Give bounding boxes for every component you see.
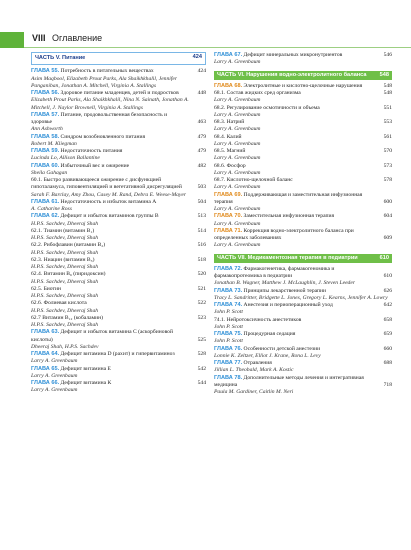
entry-title: Коррекция водно-электролитного баланса при определенных заболеваниях (214, 227, 354, 241)
entry-title: 68.1. Состав жидких сред организма (214, 90, 301, 96)
entry-authors: A. Catharine Ross (31, 206, 72, 212)
chapter-number: ГЛАВА 74. (214, 302, 243, 308)
entry-authors: Larry A. Greenbaum (31, 372, 78, 379)
entry-line (31, 213, 206, 220)
chapter-number: ГЛАВА 69. (214, 191, 243, 198)
chapter-number: ГЛАВА 56. (31, 90, 60, 96)
toc-chapter-entry[interactable] (31, 366, 206, 373)
toc-subentry[interactable] (214, 119, 392, 126)
entry-line (214, 360, 392, 367)
entry-authors: Larry A. Greenbaum (214, 169, 261, 176)
chapter-number: ГЛАВА 78. (214, 374, 243, 381)
toc-subentry[interactable] (31, 177, 206, 192)
entry-page: 548 (383, 82, 392, 89)
entry-page: 561 (383, 133, 392, 140)
page-number: VIII (32, 33, 46, 43)
entry-authors: Jonathan B. Wagner, Matthew J. McLaughlin, J. Steven Leeder (214, 280, 356, 287)
toc-chapter-entry[interactable] (31, 148, 206, 155)
entry-page: 718 (383, 381, 392, 388)
entry-line (31, 257, 206, 264)
entry-authors: Asim Maqbool, Elizabeth Prout Parks, Ala Shaikhkhalil, Jennifer Panganiban, Jonathan A. Mitchell, Virginia A. Stallings (31, 75, 178, 89)
entry-line (214, 192, 392, 207)
toc-chapter-entry[interactable] (214, 360, 392, 367)
entry-title: 68.5. Магний (214, 148, 246, 154)
entry-page: 504 (197, 198, 206, 205)
chapter-number: ГЛАВА 63. (31, 329, 60, 336)
entry-page: 424 (197, 68, 206, 75)
entry-line (214, 317, 392, 324)
entry-authors: H.P.S. Sachdev, Dheeraj Shah (31, 249, 99, 256)
entry-authors: Larry A. Greenbaum (214, 242, 261, 249)
entry-page: 578 (383, 177, 392, 183)
toc-chapter-entry[interactable] (214, 375, 392, 390)
chapter-number: ГЛАВА 76. (214, 345, 243, 352)
entry-title: Процедурная седация (243, 331, 296, 337)
part-page: 610 (379, 254, 389, 261)
entry-page: 522 (197, 300, 206, 307)
entry-line (214, 177, 392, 184)
toc-subentry[interactable] (31, 242, 206, 249)
entry-title: 68.2. Регулирование осмотичности и объема (214, 104, 320, 111)
toc-subentry[interactable] (31, 286, 206, 293)
toc-subentry[interactable] (214, 163, 392, 170)
entry-line (214, 134, 392, 141)
toc-chapter-entry[interactable] (31, 351, 206, 358)
entry-page: 570 (383, 148, 392, 154)
chapter-number: ГЛАВА 57. (31, 111, 60, 118)
toc-chapter-entry[interactable] (214, 52, 392, 59)
entry-line (31, 177, 206, 192)
toc-chapter-entry[interactable] (214, 302, 392, 309)
entry-title: Дефицит витамина Е (60, 365, 111, 372)
entry-page: 642 (383, 302, 392, 308)
entry-title: Синдром возобновленного питания (60, 133, 146, 140)
entry-page: 610 (383, 273, 392, 279)
toc-subentry[interactable] (214, 134, 392, 141)
entry-authors: Larry A. Greenbaum (214, 111, 261, 118)
chapter-number: ГЛАВА 58. (31, 133, 60, 140)
entry-line (214, 375, 392, 390)
entry-title: Дефицит витамина D (рахит) и гипервитаминоз (60, 351, 175, 357)
entry-authors: H.P.S. Sachdev, Dheeraj Shah (31, 235, 99, 241)
entry-title: 62.7 Витамин B₁₂ (кобаламин) (31, 314, 103, 321)
entry-line (31, 329, 206, 344)
entry-title: 62.2. Рибофлавин (витамин B₂) (31, 242, 106, 249)
entry-title: Анестезия и периоперационный уход (243, 302, 333, 308)
entry-line (214, 228, 392, 243)
entry-authors: Lonnie K. Zeltzer, Elliot J. Krane, Rona L. Levy (214, 352, 321, 359)
entry-authors: Elizabeth Prout Parks, Ala Shaikhkhalil, Nina N. Sainath, Jonathan A. Mitchell, J. Naylor Brownell, Virginia A. Stallings (31, 97, 189, 111)
toc-chapter-entry[interactable] (214, 288, 392, 295)
entry-page: 463 (197, 119, 206, 125)
entry-page: 514 (197, 227, 206, 234)
chapter-number: ГЛАВА 64. (31, 351, 60, 357)
toc-subentry[interactable] (214, 148, 392, 155)
entry-page: 525 (197, 336, 206, 343)
entry-line (214, 105, 392, 112)
entry-title: 62.5. Биотин (31, 285, 61, 292)
entry-page: 482 (197, 162, 206, 169)
entry-page: 658 (383, 316, 392, 323)
chapter-number: ГЛАВА 70. (214, 213, 243, 220)
entry-line (31, 134, 206, 141)
entry-page: 479 (197, 133, 206, 140)
entry-line (31, 242, 206, 249)
chapter-number: ГЛАВА 71. (214, 227, 243, 234)
toc-subentry[interactable] (214, 105, 392, 112)
entry-authors: Ann Ashworth (31, 126, 63, 133)
entry-page: 659 (383, 331, 392, 337)
entry-title: Принципы лекарственной терапии (243, 287, 327, 294)
toc-chapter-entry[interactable] (31, 134, 206, 141)
header-color-tab (0, 32, 24, 48)
entry-page: 604 (383, 213, 392, 220)
part-heading (214, 254, 392, 263)
entry-title: Избыточный вес и ожирение (60, 162, 130, 169)
toc-subentry[interactable] (31, 271, 206, 278)
part-label: ЧАСТЬ V. Питание (35, 55, 86, 61)
entry-title: Дефицит минеральных микронутриентов (243, 52, 343, 58)
entry-line (31, 68, 206, 75)
entry-line (31, 163, 206, 170)
entry-line (214, 83, 392, 90)
entry-authors: Larry A. Greenbaum (214, 140, 261, 147)
entry-page: 520 (197, 271, 206, 278)
entry-page: 551 (383, 104, 392, 111)
entry-line (31, 315, 206, 322)
left-column (31, 52, 206, 395)
part-page: 424 (192, 54, 202, 60)
entry-title: 60.1. Быстро развивающееся ожирение с дисфункцией гипоталамуса, гиповентиляцией и вегетативной дисрегуляцией (31, 177, 182, 191)
entry-line (214, 119, 392, 126)
entry-authors: H.P.S. Sachdev, Dheeraj Shah (31, 293, 99, 299)
entry-authors: Larry A. Greenbaum (214, 155, 261, 162)
entry-authors: H.P.S. Sachdev, Dheeraj Shah (31, 264, 99, 270)
toc-subentry[interactable] (31, 257, 206, 264)
part-heading (31, 52, 206, 65)
entry-line (214, 346, 392, 353)
toc-chapter-entry[interactable] (31, 213, 206, 220)
entry-page: 523 (197, 314, 206, 321)
toc-chapter-entry[interactable] (31, 90, 206, 97)
entry-title: Дефицит и избыток витамина С (аскорбиновой кислоты) (31, 329, 173, 343)
right-column (214, 52, 392, 396)
toc-chapter-entry[interactable] (31, 163, 206, 170)
entry-authors: Paula M. Gardiner, Caitlin M. Neri (214, 389, 294, 395)
entry-title: 68.7. Кислотно-щелочной баланс (214, 177, 293, 183)
chapter-number: ГЛАВА 62. (31, 213, 60, 220)
chapter-number: ГЛАВА 67. (214, 52, 243, 58)
entry-title: Недостаточность и избыток витамина А (60, 198, 157, 205)
toc-chapter-entry[interactable] (31, 112, 206, 127)
entry-title: Особенности детской анестезии (243, 345, 321, 352)
entry-title: Поддерживающая и заместительная инфузионная терапия (214, 191, 363, 205)
entry-title: Питание, продовольственная безопасность и здоровье (31, 111, 168, 125)
entry-title: 62.6. Фолиевая кислота (31, 300, 87, 307)
chapter-number: ГЛАВА 60. (31, 162, 60, 169)
entry-authors: John P. Scott (214, 309, 243, 316)
entry-line (214, 90, 392, 97)
toc-subentry[interactable] (31, 300, 206, 307)
entry-title: 68.4. Калий (214, 133, 242, 140)
entry-line (214, 213, 392, 220)
toc-chapter-entry[interactable] (31, 199, 206, 206)
entry-authors: John P. Scott (214, 323, 243, 330)
entry-line (214, 148, 392, 155)
entry-title: Отравления (243, 360, 272, 366)
toc-chapter-entry[interactable] (214, 266, 392, 281)
entry-page: 516 (197, 242, 206, 249)
entry-page: 528 (197, 351, 206, 357)
entry-line (214, 302, 392, 309)
entry-line (214, 288, 392, 295)
chapter-number: ГЛАВА 61. (31, 198, 60, 205)
entry-title: 62.3. Ниацин (витамин B₃) (31, 256, 95, 263)
toc-subentry[interactable] (31, 228, 206, 235)
toc-subentry[interactable] (214, 177, 392, 184)
entry-authors: Robert M. Kliegman (31, 140, 77, 147)
chapter-number: ГЛАВА 66. (31, 380, 60, 386)
entry-title: Дефицит витамина К (60, 380, 112, 386)
chapter-number: ГЛАВА 68. (214, 82, 243, 89)
entry-title: 68.3. Натрий (214, 119, 245, 125)
entry-line (31, 286, 206, 293)
entry-page: 513 (197, 213, 206, 220)
entry-page: 600 (383, 198, 392, 205)
toc-chapter-entry[interactable] (214, 192, 392, 207)
entry-page: 521 (197, 285, 206, 292)
entry-line (31, 112, 206, 127)
entry-line (214, 266, 392, 281)
entry-authors: Larry A. Greenbaum (214, 126, 261, 133)
entry-title: 62.4. Витамин B₆ (пиридоксин) (31, 271, 106, 278)
entry-title: 62.1. Тиамин (витамин B₁) (31, 227, 95, 234)
entry-line (214, 52, 392, 59)
entry-authors: Larry A. Greenbaum (214, 97, 261, 104)
toc-subentry[interactable] (214, 317, 392, 324)
entry-authors: Tracy L. Sandritter, Bridgette L. Jones, Gregory L. Kearns, Jennifer A. Lowry (214, 294, 388, 301)
part-heading (214, 71, 392, 80)
entry-title: Электролитные и кислотно-щелочные нарушения (243, 82, 363, 89)
chapter-number: ГЛАВА 72. (214, 265, 243, 272)
entry-authors: Jillian L. Theobald, Mark A. Kostic (214, 367, 294, 374)
entry-authors: Larry A. Greenbaum (214, 206, 261, 212)
part-label: ЧАСТЬ VI. Нарушения водно-электролитного баланса (217, 71, 367, 78)
entry-authors: Sarah F. Barclay, Amy Zhou, Casey M. Rand, Debra E. Weese-Mayer (31, 191, 187, 198)
entry-line (31, 228, 206, 235)
entry-line (31, 271, 206, 278)
toc-chapter-entry[interactable] (214, 228, 392, 243)
entry-title: Дефицит и избыток витаминов группы В (60, 213, 159, 220)
entry-title: Здоровое питание младенцев, детей и подростков (60, 90, 179, 96)
part-label: ЧАСТЬ VII. Медикаментозная терапия в педиатрии (217, 254, 358, 261)
entry-page: 448 (197, 90, 206, 96)
toc-chapter-entry[interactable] (31, 380, 206, 387)
entry-authors: Larry A. Greenbaum (214, 184, 261, 191)
entry-page: 544 (197, 380, 206, 386)
entry-line (214, 331, 392, 338)
page-header (0, 32, 411, 48)
entry-authors: H.P.S. Sachdev, Dheeraj Shah (31, 278, 99, 285)
entry-title: Фармакогенетика, фармакогеномика и фармакопротеомика в педиатрии (214, 265, 335, 279)
entry-authors: Larry A. Greenbaum (31, 387, 78, 394)
header-divider (24, 47, 411, 48)
entry-page: 688 (383, 360, 392, 366)
toc-chapter-entry[interactable] (214, 83, 392, 90)
entry-authors: Dheeraj Shah, H.P.S. Sachdev (31, 343, 99, 350)
entry-page: 553 (383, 119, 392, 125)
entry-authors: H.P.S. Sachdev, Dheeraj Shah (31, 220, 99, 227)
entry-title: Недостаточность питания (60, 148, 123, 154)
entry-title: Заместительная инфузионная терапия (243, 213, 335, 220)
entry-page: 626 (383, 287, 392, 294)
chapter-number: ГЛАВА 55. (31, 68, 60, 75)
entry-page: 573 (383, 162, 392, 169)
part-page: 548 (379, 71, 389, 78)
entry-title: 68.6. Фосфор (214, 162, 246, 169)
entry-line (31, 380, 206, 387)
chapter-number: ГЛАВА 77. (214, 360, 243, 366)
entry-page: 609 (383, 235, 392, 241)
entry-authors: Sheila Gahagan (31, 169, 68, 176)
entry-authors: Larry A. Greenbaum (214, 220, 261, 227)
entry-authors: Lucinda Lo, Allison Ballantine (31, 155, 100, 162)
entry-page: 660 (383, 345, 392, 352)
entry-authors: John P. Scott (214, 338, 243, 345)
chapter-number: ГЛАВА 59. (31, 148, 60, 154)
entry-line (31, 148, 206, 155)
entry-authors: H.P.S. Sachdev, Dheeraj Shah (31, 307, 99, 314)
section-title: Оглавление (52, 33, 103, 43)
toc-chapter-entry[interactable] (31, 68, 206, 75)
entry-page: 518 (197, 256, 206, 263)
chapter-number: ГЛАВА 73. (214, 287, 243, 294)
entry-line (31, 351, 206, 358)
entry-authors: Larry A. Greenbaum (214, 59, 261, 66)
toc-chapter-entry[interactable] (31, 329, 206, 344)
entry-authors: Larry A. Greenbaum (31, 358, 78, 365)
entry-page: 548 (383, 90, 392, 96)
entry-page: 542 (197, 365, 206, 372)
entry-title: Потребность в питательных веществах (60, 68, 154, 75)
entry-page: 479 (197, 148, 206, 154)
entry-line (214, 163, 392, 170)
chapter-number: ГЛАВА 75. (214, 331, 243, 337)
entry-line (31, 366, 206, 373)
entry-title: Дополнительные методы лечения и интегративная медицина (214, 374, 364, 388)
entry-line (31, 199, 206, 206)
entry-authors: H.P.S. Sachdev, Dheeraj Shah (31, 322, 99, 328)
toc-chapter-entry[interactable] (214, 213, 392, 220)
entry-page: 546 (383, 52, 392, 58)
toc-subentry[interactable] (214, 90, 392, 97)
chapter-number: ГЛАВА 65. (31, 365, 60, 372)
entry-page: 503 (197, 184, 206, 191)
entry-line (31, 90, 206, 97)
entry-title: 74.1. Нейротоксичность анестетиков (214, 316, 302, 323)
toc-chapter-entry[interactable] (214, 346, 392, 353)
entry-line (31, 300, 206, 307)
toc-chapter-entry[interactable] (214, 331, 392, 338)
toc-subentry[interactable] (31, 315, 206, 322)
